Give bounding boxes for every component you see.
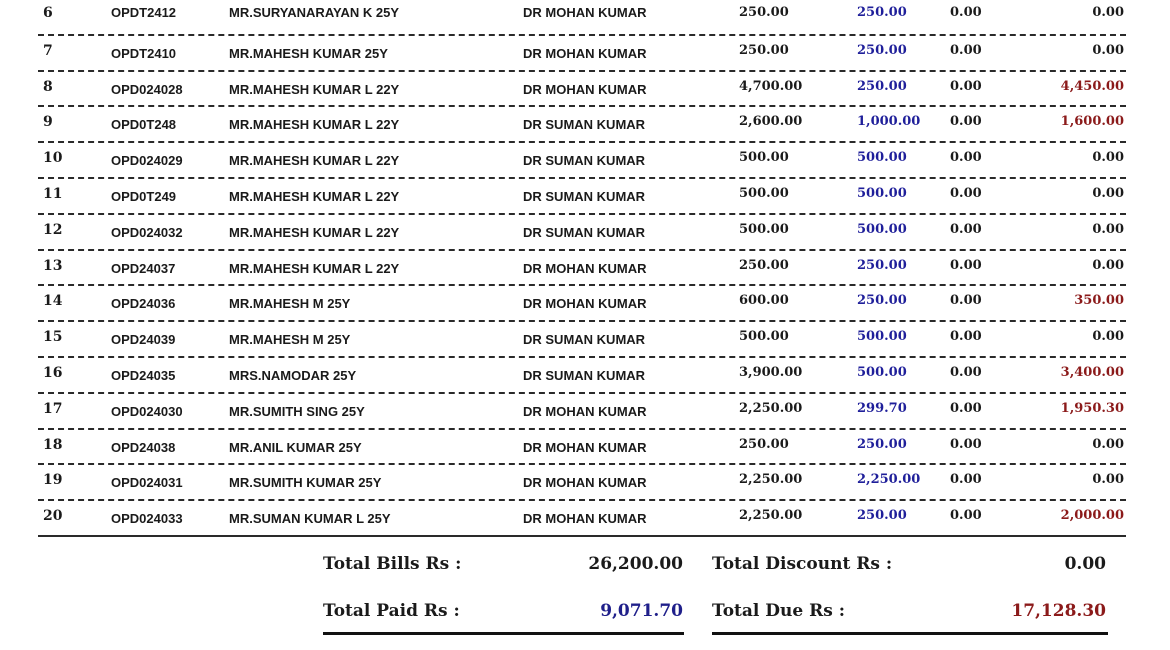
- row-due-amount: 0.00: [1092, 185, 1124, 201]
- row-serial-number: 7: [43, 42, 53, 59]
- table-row: [38, 36, 1126, 72]
- row-serial-number: 16: [43, 364, 63, 381]
- row-opd-number: OPD0T248: [111, 117, 177, 133]
- row-patient-name: MR.MAHESH KUMAR L 22Y: [229, 81, 400, 97]
- table-row: [38, 430, 1126, 466]
- row-discount-amount: 0.00: [950, 185, 982, 201]
- row-doctor-name: DR MOHAN KUMAR: [523, 403, 647, 419]
- row-patient-name: MR.MAHESH M 25Y: [229, 296, 351, 312]
- row-bill-amount: 500.00: [739, 185, 789, 201]
- row-paid-amount: 250.00: [857, 42, 907, 58]
- row-due-amount: 1,600.00: [1060, 114, 1124, 130]
- row-serial-number: 9: [43, 114, 53, 131]
- row-due-amount: 0.00: [1092, 257, 1124, 273]
- row-patient-name: MR.SUMAN KUMAR L 25Y: [229, 511, 391, 527]
- row-due-amount: 2,000.00: [1060, 508, 1124, 524]
- row-opd-number: OPDT2410: [111, 45, 177, 61]
- row-discount-amount: 0.00: [950, 5, 982, 20]
- row-discount-amount: 0.00: [950, 257, 982, 273]
- row-paid-amount: 250.00: [857, 257, 907, 273]
- row-discount-amount: 0.00: [950, 400, 982, 416]
- total-discount-line: [712, 554, 1108, 588]
- total-bills-value: 26,200.00: [588, 554, 683, 574]
- total-bills-label: Total Bills Rs :: [323, 554, 462, 574]
- row-patient-name: MR.SURYANARAYAN K 25Y: [229, 5, 400, 20]
- row-paid-amount: 500.00: [857, 329, 907, 345]
- row-bill-amount: 4,700.00: [739, 78, 803, 94]
- row-patient-name: MR.MAHESH KUMAR L 22Y: [229, 224, 400, 240]
- row-patient-name: MR.SUMITH SING 25Y: [229, 403, 365, 419]
- table-row: [38, 286, 1126, 322]
- row-bill-amount: 500.00: [739, 150, 789, 166]
- row-paid-amount: 500.00: [857, 221, 907, 237]
- row-patient-name: MR.MAHESH KUMAR L 22Y: [229, 188, 400, 204]
- row-patient-name: MR.MAHESH M 25Y: [229, 332, 351, 348]
- row-opd-number: OPD24036: [111, 296, 176, 312]
- totals-right-underline: [712, 632, 1108, 635]
- row-doctor-name: DR MOHAN KUMAR: [523, 475, 647, 491]
- row-discount-amount: 0.00: [950, 114, 982, 130]
- row-bill-amount: 2,250.00: [739, 472, 803, 488]
- row-paid-amount: 250.00: [857, 508, 907, 524]
- row-discount-amount: 0.00: [950, 364, 982, 380]
- row-due-amount: 0.00: [1092, 150, 1124, 166]
- row-opd-number: OPD024033: [111, 511, 183, 527]
- row-doctor-name: DR MOHAN KUMAR: [523, 296, 647, 312]
- row-doctor-name: DR SUMAN KUMAR: [523, 153, 646, 169]
- row-doctor-name: DR SUMAN KUMAR: [523, 117, 646, 133]
- row-paid-amount: 250.00: [857, 436, 907, 452]
- row-doctor-name: DR SUMAN KUMAR: [523, 332, 646, 348]
- row-paid-amount: 500.00: [857, 364, 907, 380]
- total-paid-label: Total Paid Rs :: [323, 601, 460, 621]
- row-paid-amount: 500.00: [857, 185, 907, 201]
- total-discount-label: Total Discount Rs :: [712, 554, 893, 574]
- table-row: [38, 72, 1126, 108]
- row-patient-name: MR.SUMITH KUMAR 25Y: [229, 475, 382, 491]
- row-bill-amount: 250.00: [739, 257, 789, 273]
- row-paid-amount: 250.00: [857, 293, 907, 309]
- row-opd-number: OPD024030: [111, 403, 183, 419]
- row-opd-number: OPDT2412: [111, 5, 177, 20]
- row-serial-number: 10: [43, 150, 63, 167]
- bills-table: [38, 0, 1126, 537]
- table-row: [38, 215, 1126, 251]
- table-row: [38, 179, 1126, 215]
- table-row: [38, 394, 1126, 430]
- row-due-amount: 0.00: [1092, 329, 1124, 345]
- table-row: [38, 358, 1126, 394]
- row-discount-amount: 0.00: [950, 293, 982, 309]
- row-opd-number: OPD024028: [111, 81, 183, 97]
- row-doctor-name: DR SUMAN KUMAR: [523, 367, 646, 383]
- row-serial-number: 8: [43, 78, 53, 95]
- row-discount-amount: 0.00: [950, 436, 982, 452]
- row-serial-number: 14: [43, 293, 63, 310]
- row-patient-name: MR.MAHESH KUMAR L 22Y: [229, 260, 400, 276]
- table-row: [38, 322, 1126, 358]
- row-serial-number: 15: [43, 329, 63, 346]
- table-row: [38, 0, 1126, 36]
- total-due-value: 17,128.30: [1011, 601, 1106, 621]
- row-paid-amount: 500.00: [857, 150, 907, 166]
- row-due-amount: 0.00: [1092, 472, 1124, 488]
- row-bill-amount: 500.00: [739, 329, 789, 345]
- row-doctor-name: DR MOHAN KUMAR: [523, 439, 647, 455]
- row-bill-amount: 250.00: [739, 436, 789, 452]
- row-due-amount: 1,950.30: [1060, 400, 1124, 416]
- row-paid-amount: 299.70: [857, 400, 907, 416]
- row-patient-name: MR.ANIL KUMAR 25Y: [229, 439, 362, 455]
- row-paid-amount: 250.00: [857, 78, 907, 94]
- row-doctor-name: DR MOHAN KUMAR: [523, 260, 647, 276]
- row-bill-amount: 500.00: [739, 221, 789, 237]
- row-opd-number: OPD0T249: [111, 188, 177, 204]
- row-patient-name: MRS.NAMODAR 25Y: [229, 367, 357, 383]
- total-due-line: [712, 601, 1108, 635]
- total-paid-value: 9,071.70: [600, 601, 683, 621]
- row-serial-number: 17: [43, 400, 63, 417]
- row-serial-number: 13: [43, 257, 63, 274]
- table-row: [38, 107, 1126, 143]
- total-paid-line: [323, 601, 683, 635]
- row-opd-number: OPD24039: [111, 332, 176, 348]
- row-doctor-name: DR MOHAN KUMAR: [523, 45, 647, 61]
- row-patient-name: MR.MAHESH KUMAR 25Y: [229, 45, 388, 61]
- row-serial-number: 19: [43, 472, 63, 489]
- row-serial-number: 18: [43, 436, 63, 453]
- row-due-amount: 350.00: [1074, 293, 1124, 309]
- row-due-amount: 0.00: [1092, 436, 1124, 452]
- row-doctor-name: DR SUMAN KUMAR: [523, 224, 646, 240]
- row-discount-amount: 0.00: [950, 329, 982, 345]
- total-discount-value: 0.00: [1064, 554, 1106, 574]
- row-bill-amount: 2,250.00: [739, 508, 803, 524]
- row-opd-number: OPD024031: [111, 475, 183, 491]
- row-serial-number: 11: [43, 185, 63, 202]
- row-discount-amount: 0.00: [950, 472, 982, 488]
- row-discount-amount: 0.00: [950, 508, 982, 524]
- row-paid-amount: 2,250.00: [857, 472, 921, 488]
- row-discount-amount: 0.00: [950, 150, 982, 166]
- row-opd-number: OPD24035: [111, 367, 176, 383]
- total-due-label: Total Due Rs :: [712, 601, 846, 621]
- row-doctor-name: DR MOHAN KUMAR: [523, 511, 647, 527]
- row-serial-number: 12: [43, 221, 63, 238]
- row-due-amount: 0.00: [1092, 42, 1124, 58]
- row-discount-amount: 0.00: [950, 78, 982, 94]
- row-bill-amount: 2,600.00: [739, 114, 803, 130]
- row-due-amount: 0.00: [1092, 5, 1124, 20]
- row-opd-number: OPD24038: [111, 439, 176, 455]
- row-patient-name: MR.MAHESH KUMAR L 22Y: [229, 153, 400, 169]
- row-patient-name: MR.MAHESH KUMAR L 22Y: [229, 117, 400, 133]
- row-serial-number: 6: [43, 5, 53, 21]
- row-bill-amount: 250.00: [739, 42, 789, 58]
- table-row: [38, 501, 1126, 537]
- row-doctor-name: DR MOHAN KUMAR: [523, 81, 647, 97]
- total-bills-line: [323, 554, 683, 588]
- row-bill-amount: 3,900.00: [739, 364, 803, 380]
- row-doctor-name: DR SUMAN KUMAR: [523, 188, 646, 204]
- table-row: [38, 143, 1126, 179]
- row-opd-number: OPD024029: [111, 153, 183, 169]
- row-doctor-name: DR MOHAN KUMAR: [523, 5, 647, 20]
- table-row: [38, 465, 1126, 501]
- row-discount-amount: 0.00: [950, 42, 982, 58]
- row-paid-amount: 250.00: [857, 5, 907, 20]
- row-due-amount: 3,400.00: [1060, 364, 1124, 380]
- row-opd-number: OPD24037: [111, 260, 176, 276]
- row-opd-number: OPD024032: [111, 224, 183, 240]
- totals-left-underline: [323, 632, 684, 635]
- row-bill-amount: 250.00: [739, 5, 789, 20]
- row-paid-amount: 1,000.00: [857, 114, 921, 130]
- row-serial-number: 20: [43, 508, 63, 525]
- row-bill-amount: 600.00: [739, 293, 789, 309]
- row-due-amount: 4,450.00: [1060, 78, 1124, 94]
- table-row: [38, 251, 1126, 287]
- row-discount-amount: 0.00: [950, 221, 982, 237]
- row-due-amount: 0.00: [1092, 221, 1124, 237]
- row-bill-amount: 2,250.00: [739, 400, 803, 416]
